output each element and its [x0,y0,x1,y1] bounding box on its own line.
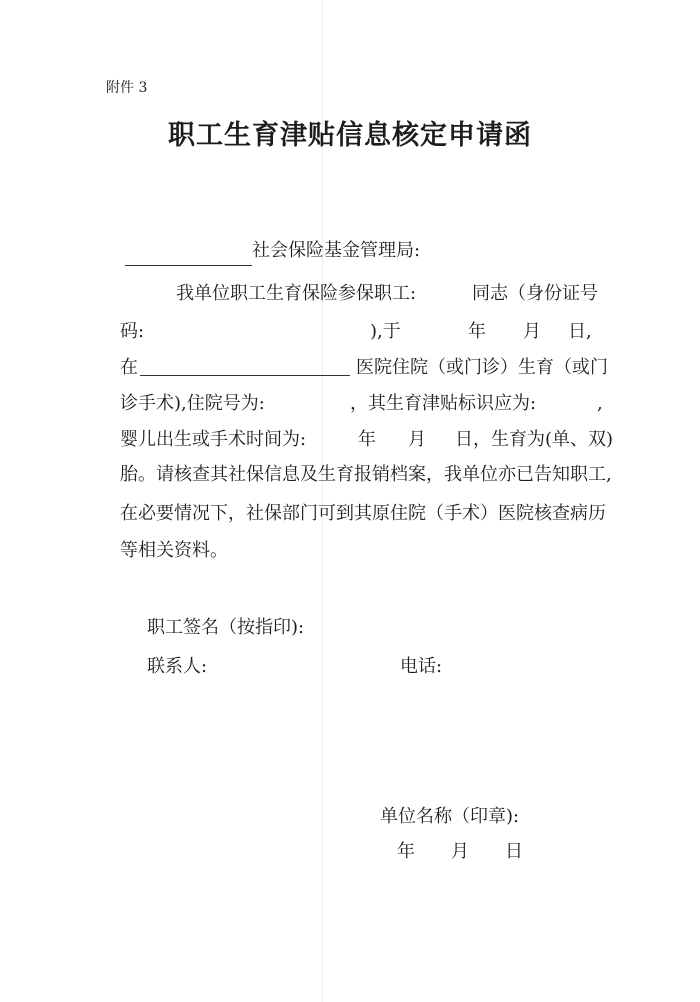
body-line-6: 胎。请核查其社保信息及生育报销档案，我单位亦已告知职工, [120,464,612,485]
unit-name-label: 单位名称（印章): [380,806,520,827]
body-line-4c: , [597,393,603,414]
body-line-2c: 年 [468,321,486,342]
annex-label: 附件 3 [106,80,148,96]
addressee-blank-underline [125,265,252,266]
document-title: 职工生育津贴信息核定申请函 [168,120,532,151]
body-line-5b: 年 [358,429,376,450]
body-line-2a: 码: [120,321,145,342]
body-line-3a: 在 [120,357,138,378]
body-line-8: 等相关资料。 [120,540,228,561]
body-line-7: 在必要情况下，社保部门可到其原住院（手术）医院核查病历 [120,503,606,524]
unit-date-month: 月 [451,841,469,862]
contact-label: 联系人: [147,656,208,677]
addressee-suffix: 社会保险基金管理局: [252,240,421,261]
body-line-2d: 月 [523,321,541,342]
body-line-1a: 我单位职工生育保险参保职工: [176,283,417,304]
body-line-4a: 诊手术),住院号为: [120,393,265,414]
body-line-2e: 日, [568,321,592,342]
hospital-blank-underline [140,375,350,376]
body-line-1b: 同志（身份证号 [472,283,598,304]
unit-date-year: 年 [397,841,415,862]
body-line-2b: ),于 [370,321,401,342]
body-line-5d: 日，生育为(单、双) [455,429,614,450]
body-line-5c: 月 [408,429,426,450]
body-line-3b: 医院住院（或门诊）生育（或门 [356,357,608,378]
body-line-4b: ，其生育津贴标识应为: [350,393,537,414]
phone-label: 电话: [400,656,443,677]
body-line-5a: 婴儿出生或手术时间为: [120,429,307,450]
employee-signature-label: 职工签名（按指印): [147,617,305,638]
unit-date-day: 日 [505,841,523,862]
